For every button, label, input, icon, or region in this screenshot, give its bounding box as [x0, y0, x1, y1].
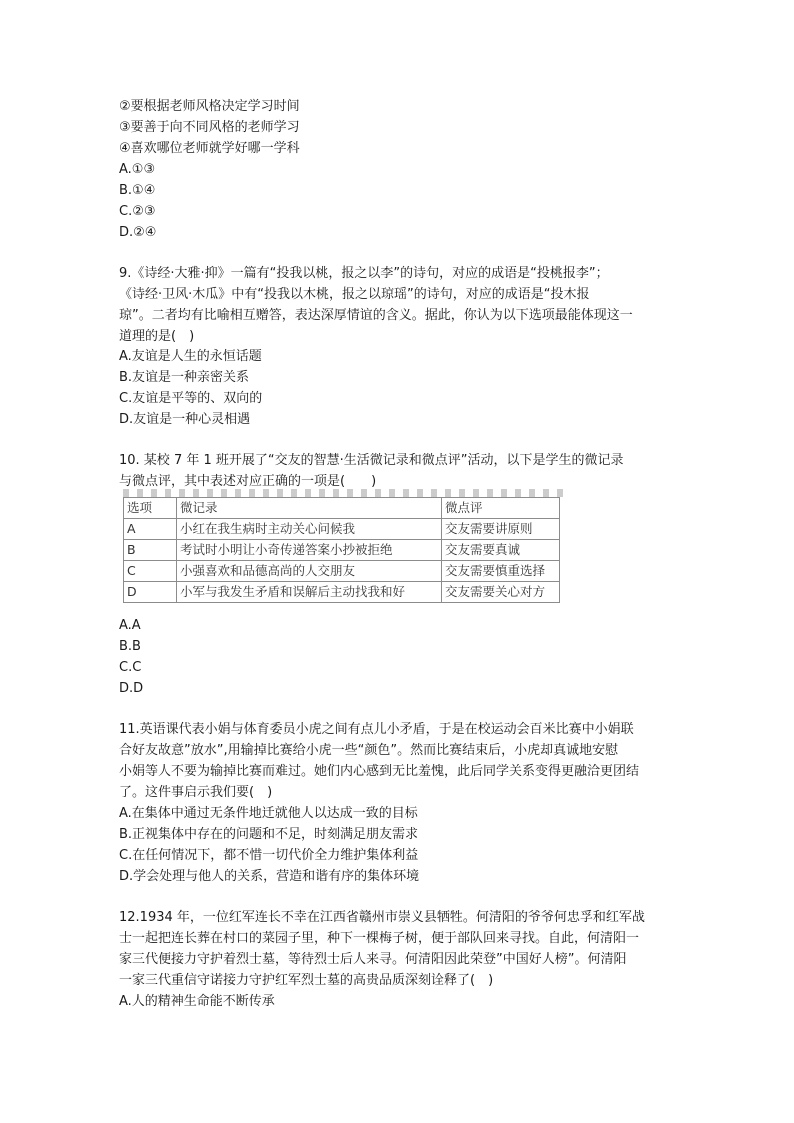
q8-line-4: ④喜欢哪位老师就学好哪一学科: [119, 141, 300, 156]
table-cell: 小红在我生病时主动关心问候我: [177, 519, 442, 540]
q10-option-a: A.A: [119, 618, 141, 633]
table-cell: 交友需要慎重选择: [442, 561, 560, 582]
table-row: [124, 519, 560, 540]
q11-option-c: C.在任何情况下，都不惜一切代价全力维护集体利益: [119, 848, 419, 863]
scan-artifact: [123, 489, 563, 497]
q10-option-d: D.D: [119, 681, 144, 696]
table-cell: 交友需要关心对方: [442, 582, 560, 603]
table-cell: A: [124, 519, 177, 540]
table-row: [124, 582, 560, 603]
q9-option-b: B.友谊是一种亲密关系: [119, 370, 250, 385]
q9-stem-line-2: 《诗经·卫风·木瓜》中有“投我以木桃，报之以琼瑶”的诗句，对应的成语是“投木报: [119, 287, 590, 302]
q9-stem-line-4: 道理的是( ): [119, 329, 195, 344]
q8-line-2: ②要根据老师风格决定学习时间: [119, 99, 300, 114]
q11-stem-line-4: 了。这件事启示我们要( ): [119, 785, 273, 800]
table-header-cell: 微点评: [442, 498, 560, 519]
q9-option-a: A.友谊是人生的永恒话题: [119, 349, 262, 364]
q10-option-c: C.C: [119, 660, 142, 675]
table-cell: 交友需要讲原则: [442, 519, 560, 540]
table-cell: B: [124, 540, 177, 561]
q9-option-c: C.友谊是平等的、双向的: [119, 391, 263, 406]
table-cell: 小军与我发生矛盾和误解后主动找我和好: [177, 582, 442, 603]
q8-option-d: D.②④: [119, 225, 157, 240]
q11-stem-line-1: 11.英语课代表小娟与体育委员小虎之间有点儿小矛盾，于是在校运动会百米比赛中小娟联: [119, 722, 634, 737]
table-row: [124, 561, 560, 582]
table-cell: C: [124, 561, 177, 582]
q10-table: [123, 497, 560, 603]
q11-stem-line-3: 小娟等人不要为输掉比赛而难过。她们内心感到无比羞愧，此后同学关系变得更融洽更团结: [119, 764, 640, 779]
table-header-cell: 选项: [124, 498, 177, 519]
q8-line-3: ③要善于向不同风格的老师学习: [119, 120, 300, 135]
table-cell: 交友需要真诚: [442, 540, 560, 561]
q12-stem-line-3: 家三代便接力守护着烈士墓，等待烈士后人来寻。何清阳因此荣登”中国好人榜”。何清阳: [119, 952, 627, 967]
table-header-cell: 微记录: [177, 498, 442, 519]
q12-stem-line-2: 士一起把连长葬在村口的菜园子里，种下一棵梅子树，便于部队回来寻找。自此，何清阳一: [119, 931, 640, 946]
q11-option-a: A.在集体中通过无条件地迁就他人以达成一致的目标: [119, 806, 418, 821]
table-cell: 考试时小明让小奇传递答案小抄被拒绝: [177, 540, 442, 561]
q11-option-b: B.正视集体中存在的问题和不足，时刻满足朋友需求: [119, 827, 419, 842]
q10-stem-line-1: 10. 某校 7 年 1 班开展了“交友的智慧·生活微记录和微点评”活动，以下是学生的微记录: [119, 453, 624, 468]
q8-option-c: C.②③: [119, 204, 156, 219]
table-cell: D: [124, 582, 177, 603]
table-cell: 小强喜欢和品德高尚的人交朋友: [177, 561, 442, 582]
table-header-row: [124, 498, 560, 519]
q8-option-a: A.①③: [119, 162, 156, 177]
q12-stem-line-1: 12.1934 年，一位红军连长不幸在江西省赣州市崇义县牺牲。何清阳的爷爷何忠孚和红军战: [119, 910, 645, 925]
table-row: [124, 540, 560, 561]
q9-stem-line-1: 9.《诗经·大雅·抑》一篇有“投我以桃，报之以李”的诗句，对应的成语是“投桃报李”；: [119, 266, 609, 281]
q10-option-b: B.B: [119, 639, 141, 654]
q12-stem-line-4: 一家三代重信守诺接力守护红军烈士墓的高贵品质深刻诠释了( ): [119, 973, 494, 988]
q9-stem-line-3: 琼”。二者均有比喻相互赠答，表达深厚情谊的含义。据此，你认为以下选项最能体现这一: [119, 308, 633, 323]
q8-option-b: B.①④: [119, 183, 156, 198]
q9-option-d: D.友谊是一种心灵相遇: [119, 412, 251, 427]
q12-option-a: A.人的精神生命能不断传承: [119, 994, 275, 1009]
q11-stem-line-2: 合好友故意”放水”,用输掉比赛给小虎一些“颜色”。然而比赛结束后，小虎却真诚地安慰: [119, 743, 619, 758]
q11-option-d: D.学会处理与他人的关系，营造和谐有序的集体环境: [119, 869, 420, 884]
q10-stem-line-2: 与微点评，其中表述对应正确的一项是( ): [119, 474, 377, 489]
